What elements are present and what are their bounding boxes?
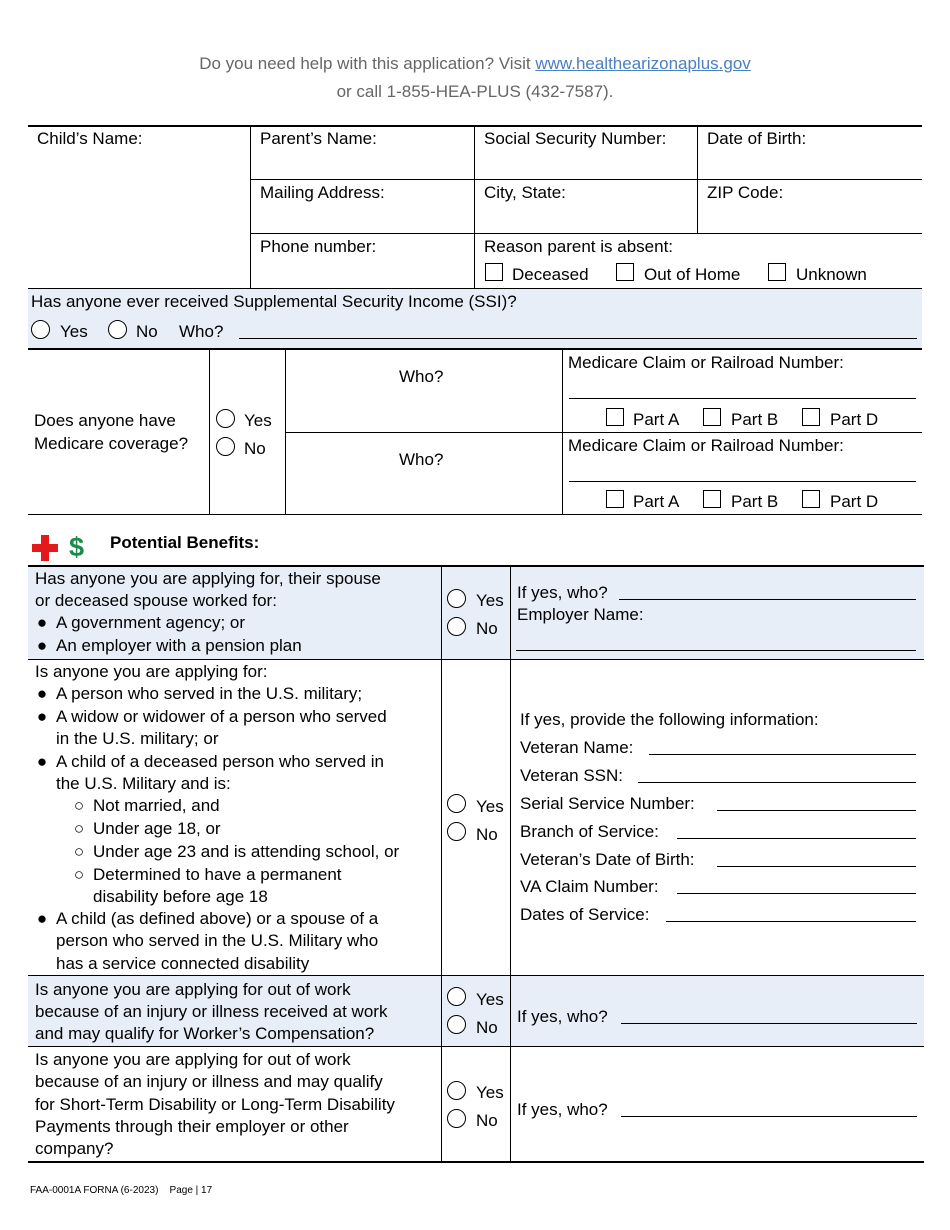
- veteran-dob-line[interactable]: [717, 866, 916, 867]
- ssn-label: Social Security Number:: [484, 129, 667, 148]
- mailing-address-label: Mailing Address:: [260, 183, 385, 202]
- benefits-heading: Potential Benefits:: [110, 533, 260, 552]
- benefits-row-divider-1: [28, 659, 924, 660]
- benefits-row-divider-2: [28, 975, 924, 976]
- military-intro: Is anyone you are applying for:: [35, 662, 268, 681]
- bullet-dot: ●: [36, 909, 48, 928]
- medicare-claim-label-2: Medicare Claim or Railroad Number:: [568, 436, 844, 455]
- dates-of-service-line[interactable]: [666, 921, 916, 922]
- disability-no-radio[interactable]: [447, 1109, 466, 1128]
- workers-comp-no-radio[interactable]: [447, 1015, 466, 1034]
- part-b-label-1: Part B: [731, 410, 779, 429]
- city-state-label: City, State:: [484, 183, 566, 202]
- disability-no-label: No: [476, 1111, 498, 1130]
- medicare-question-1: Does anyone have: [34, 411, 176, 430]
- zip-label: ZIP Code:: [707, 183, 784, 202]
- ssi-question: Has anyone ever received Supplemental Security Income (SSI)?: [31, 292, 517, 311]
- ssi-no-label: No: [136, 322, 158, 341]
- employer-name-label: Employer Name:: [517, 605, 644, 624]
- medicare-bottom-border: [28, 514, 922, 515]
- benefits-row-divider-3: [28, 1046, 924, 1047]
- page-number: Page | 17: [169, 1185, 213, 1196]
- part-a-label-2: Part A: [633, 492, 680, 511]
- medicare-claim-label-1: Medicare Claim or Railroad Number:: [568, 353, 844, 372]
- military-yes-label: Yes: [476, 797, 504, 816]
- part-d-label-1: Part D: [830, 410, 879, 429]
- ssi-yes-radio[interactable]: [31, 320, 50, 339]
- dollar-icon: $: [69, 532, 85, 562]
- child-name-label: Child’s Name:: [37, 129, 143, 148]
- disability-line-3: for Short-Term Disability or Long-Term Disability: [35, 1095, 395, 1114]
- disability-who-label: If yes, who?: [517, 1100, 608, 1119]
- employer-name-line[interactable]: [516, 650, 916, 651]
- military-b3-1: A child of a deceased person who served in: [56, 752, 384, 771]
- ssi-who-label: Who?: [179, 322, 224, 341]
- medicare-yes-radio[interactable]: [216, 409, 235, 428]
- medicare-col-1: [209, 349, 210, 514]
- part-b-checkbox-2[interactable]: [703, 490, 721, 508]
- military-s2: Under age 18, or: [93, 819, 221, 838]
- sub-bullet-circle: ○: [73, 819, 85, 838]
- military-s3: Under age 23 and is attending school, or: [93, 842, 400, 861]
- military-s4-2: disability before age 18: [93, 887, 268, 906]
- military-no-radio[interactable]: [447, 822, 466, 841]
- serial-service-label: Serial Service Number:: [520, 794, 695, 813]
- medicare-mid-divider: [285, 432, 922, 433]
- dates-of-service-label: Dates of Service:: [520, 905, 650, 924]
- pension-no-radio[interactable]: [447, 617, 466, 636]
- out-of-home-checkbox[interactable]: [616, 263, 634, 281]
- part-a-checkbox-2[interactable]: [606, 490, 624, 508]
- veteran-name-label: Veteran Name:: [520, 738, 634, 757]
- va-claim-label: VA Claim Number:: [520, 877, 659, 896]
- deceased-checkbox[interactable]: [485, 263, 503, 281]
- bullet-dot: ●: [36, 636, 48, 655]
- red-cross-icon: [32, 535, 58, 561]
- military-b1: A person who served in the U.S. military;: [56, 684, 363, 703]
- help-text-line: [0, 53, 950, 75]
- military-b2-2: in the U.S. military; or: [56, 729, 219, 748]
- veteran-ssn-label: Veteran SSN:: [520, 766, 624, 785]
- disability-line-5: company?: [35, 1139, 114, 1158]
- disability-line-4: Payments through their employer or other: [35, 1117, 349, 1136]
- sub-bullet-circle: ○: [73, 865, 85, 884]
- pension-who-line[interactable]: [619, 599, 916, 600]
- military-b4-3: has a service connected disability: [56, 954, 310, 973]
- branch-line[interactable]: [677, 838, 916, 839]
- parent-name-label: Parent’s Name:: [260, 129, 377, 148]
- bullet-dot: ●: [36, 752, 48, 771]
- ssi-no-radio[interactable]: [108, 320, 127, 339]
- military-b2-1: A widow or widower of a person who served: [56, 707, 387, 726]
- benefits-col-2: [510, 566, 511, 1162]
- medicare-who-2: Who?: [399, 450, 444, 469]
- military-s1: Not married, and: [93, 796, 220, 815]
- dob-label: Date of Birth:: [707, 129, 807, 148]
- pension-yes-radio[interactable]: [447, 589, 466, 608]
- ssi-who-line[interactable]: [239, 338, 917, 339]
- ssi-bottom-border: [28, 348, 922, 350]
- part-d-label-2: Part D: [830, 492, 879, 511]
- military-yes-radio[interactable]: [447, 794, 466, 813]
- pension-bullet-2: An employer with a pension plan: [56, 636, 302, 655]
- unknown-label: Unknown: [796, 265, 867, 284]
- military-s4-1: Determined to have a permanent: [93, 865, 342, 884]
- medicare-no-radio[interactable]: [216, 437, 235, 456]
- military-no-label: No: [476, 825, 498, 844]
- part-a-label-1: Part A: [633, 410, 680, 429]
- serial-service-line[interactable]: [717, 810, 916, 811]
- row-divider-1: [250, 179, 922, 180]
- pension-line-2: or deceased spouse worked for:: [35, 591, 277, 610]
- workers-comp-line-3: and may qualify for Worker’s Compensation?: [35, 1024, 375, 1043]
- provide-info-label: If yes, provide the following information:: [520, 710, 819, 729]
- veteran-ssn-line[interactable]: [638, 782, 916, 783]
- workers-comp-who-label: If yes, who?: [517, 1007, 608, 1026]
- workers-comp-who-line[interactable]: [621, 1023, 917, 1024]
- medicare-who-1: Who?: [399, 367, 444, 386]
- veteran-name-line[interactable]: [649, 754, 916, 755]
- workers-comp-yes-radio[interactable]: [447, 987, 466, 1006]
- deceased-label: Deceased: [512, 265, 589, 284]
- sub-bullet-circle: ○: [73, 842, 85, 861]
- cross-horizontal-bar: [32, 544, 58, 552]
- disability-who-line[interactable]: [621, 1116, 917, 1117]
- disability-yes-label: Yes: [476, 1083, 504, 1102]
- out-of-home-label: Out of Home: [644, 265, 741, 284]
- medicare-claim-line-1[interactable]: [569, 398, 916, 399]
- bullet-dot: ●: [36, 613, 48, 632]
- military-b4-1: A child (as defined above) or a spouse of a: [56, 909, 379, 928]
- medicare-yes-label: Yes: [244, 411, 272, 430]
- form-id: FAA-0001A FORNA (6-2023): [30, 1185, 159, 1196]
- disability-line-1: Is anyone you are applying for out of work: [35, 1050, 351, 1069]
- medicare-claim-line-2[interactable]: [569, 481, 916, 482]
- ssi-top-border: [28, 288, 922, 289]
- bullet-dot: ●: [36, 707, 48, 726]
- benefits-col-1: [441, 566, 442, 1162]
- reason-absent-label: Reason parent is absent:: [484, 237, 674, 256]
- part-d-checkbox-2[interactable]: [802, 490, 820, 508]
- disability-line-2: because of an injury or illness and may qualify: [35, 1072, 383, 1091]
- bullet-dot: ●: [36, 684, 48, 703]
- benefits-bottom-border: [28, 1161, 924, 1163]
- phone-label: Phone number:: [260, 237, 377, 256]
- help-text: Do you need help with this application? Visit: [199, 54, 531, 73]
- help-link[interactable]: www.healthearizonaplus.gov: [535, 54, 751, 73]
- part-b-checkbox-1[interactable]: [703, 408, 721, 426]
- table-top-border: [28, 125, 922, 127]
- pension-who-label: If yes, who?: [517, 583, 608, 602]
- benefits-top-border: [28, 565, 924, 567]
- va-claim-line[interactable]: [677, 893, 916, 894]
- part-a-checkbox-1[interactable]: [606, 408, 624, 426]
- part-b-label-2: Part B: [731, 492, 779, 511]
- row-divider-2: [250, 233, 922, 234]
- pension-line-1: Has anyone you are applying for, their spouse: [35, 569, 381, 588]
- ssi-yes-label: Yes: [60, 322, 88, 341]
- pension-bullet-1: A government agency; or: [56, 613, 246, 632]
- call-text: or call 1-855-HEA-PLUS (432-7587).: [336, 82, 614, 101]
- disability-yes-radio[interactable]: [447, 1081, 466, 1100]
- unknown-checkbox[interactable]: [768, 263, 786, 281]
- medicare-no-label: No: [244, 439, 266, 458]
- workers-comp-line-1: Is anyone you are applying for out of work: [35, 980, 351, 999]
- col-divider-1: [250, 125, 251, 288]
- sub-bullet-circle: ○: [73, 796, 85, 815]
- part-d-checkbox-1[interactable]: [802, 408, 820, 426]
- workers-comp-no-label: No: [476, 1018, 498, 1037]
- workers-comp-line-2: because of an injury or illness received at work: [35, 1002, 388, 1021]
- branch-label: Branch of Service:: [520, 822, 659, 841]
- military-b4-2: person who served in the U.S. Military who: [56, 931, 379, 950]
- col-divider-2: [474, 125, 475, 288]
- pension-yes-label: Yes: [476, 591, 504, 610]
- pension-no-label: No: [476, 619, 498, 638]
- workers-comp-yes-label: Yes: [476, 990, 504, 1009]
- footer: [30, 1184, 212, 1198]
- veteran-dob-label: Veteran’s Date of Birth:: [520, 850, 695, 869]
- military-b3-2: the U.S. Military and is:: [56, 774, 231, 793]
- medicare-question-2: Medicare coverage?: [34, 434, 189, 453]
